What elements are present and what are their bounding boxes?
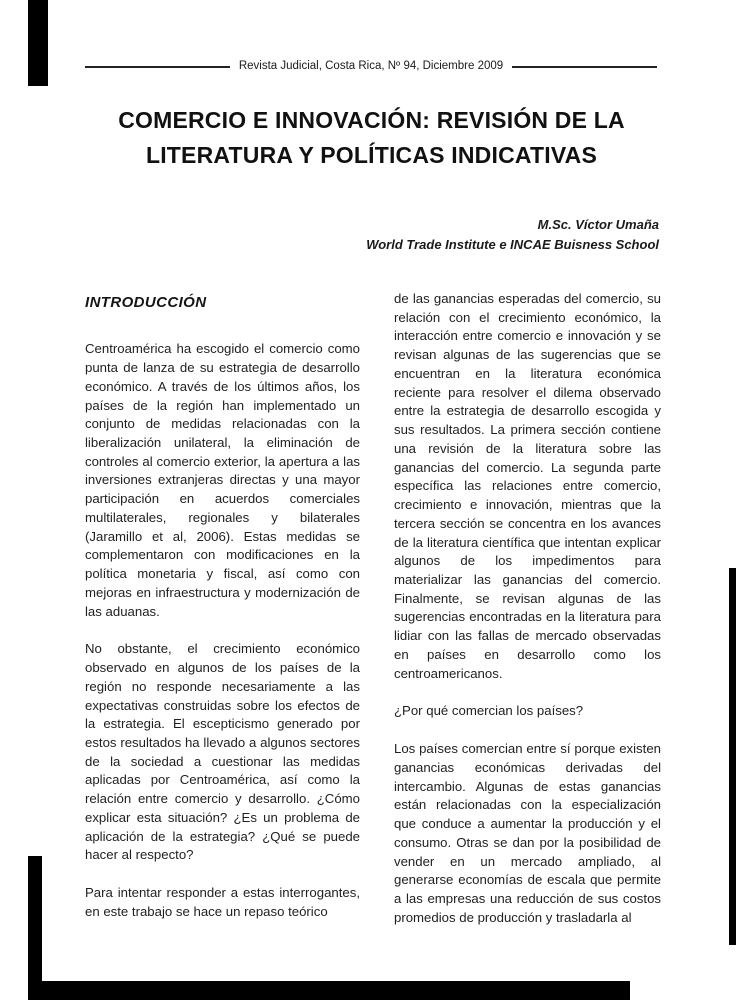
paragraph-right-1: de las ganancias esperadas del comercio, su relación con el crecimiento económico, la interacción entre comercio e innovación y se revisan algunas de las sugerencias que se encuentran en la literatura económica reciente para resolver el dilema observado entre la estrategia de desarrollo escogida y sus resultados. La primera sección contiene una revisión de la literatura sobre las ganancias del comercio. La segunda parte específica las relaciones entre comercio, crecimiento e innovación, mientras que la tercera sección se concentra en los avances de la literatura científica que intentan explicar algunos de los impedimentos para materializar las ganancias del comercio. Finalmente, se revisan algunas de las sugerencias encontradas en la literatura para lidiar con las fallas de mercado observadas en países en desarrollo como los centroamericanos. <box>394 291 661 681</box>
paragraph-left-2: No obstante, el crecimiento económico observado en algunos de los países de la región no responde necesariamente a las expectativas construidas sobre los efectos de la estrategia. El escepticismo generado por estos resultados ha llevado a algunos sectores de la sociedad a cuestionar las medidas aplicadas por Centroamérica, así como la relación entre comercio y desarrollo. ¿Cómo explicar esta situación? ¿Es un problema de aplicación de la estrategia? ¿Qué se puede hacer al respecto? <box>85 641 360 863</box>
paragraph-left-3: Para intentar responder a estas interrogantes, en este trabajo se hace un repaso teórico <box>85 885 360 919</box>
journal-header <box>85 60 657 72</box>
article-title: COMERCIO E INNOVACIÓN: REVISIÓN DE LA LITERATURA Y POLÍTICAS INDICATIVAS <box>118 107 625 168</box>
article-body <box>85 290 661 947</box>
right-column <box>394 290 661 947</box>
author-affiliation: World Trade Institute e INCAE Buisness School <box>366 236 659 252</box>
header-rule-right <box>512 66 657 68</box>
left-column <box>85 290 360 947</box>
scan-artifact-right-edge <box>729 568 736 945</box>
author-name: M.Sc. Víctor Umaña <box>537 217 659 232</box>
scan-artifact-top-left <box>28 0 48 86</box>
header-rule-left <box>85 66 230 68</box>
scan-artifact-bottom-bar <box>40 981 630 1000</box>
section-heading-introduction: INTRODUCCIÓN <box>85 294 207 311</box>
paragraph-left-1: Centroamérica ha escogido el comercio como punta de lanza de su estrategia de desarrollo económico. A través de los últimos años, los países de la región han implementado un conjunto de medidas relacionadas con la liberalización unilateral, la eliminación de controles al comercio exterior, la apertura a las inversiones extranjeras directas y una mayor participación en acuerdos comerciales multilaterales, regionales y bilaterales (Jaramillo et al, 2006). Estas medidas se complementaron con modificaciones en la política monetaria y fiscal, así como con mejoras en infraestructura y modernización de las aduanas. <box>85 341 360 619</box>
byline <box>366 215 659 254</box>
subheading-question: ¿Por qué comercian los países? <box>394 703 584 719</box>
journal-header-text: Revista Judicial, Costa Rica, Nº 94, Diciembre 2009 <box>238 60 504 72</box>
scan-artifact-bottom-left <box>28 856 42 1000</box>
paragraph-right-2: Los países comercian entre sí porque existen ganancias económicas derivadas del intercambio. Algunas de estas ganancias están relacionadas con la especialización que conduce a aumentar la producción y el consumo. Otras se dan por la posibilidad de vender en un mercado ampliado, al generarse economías de escala que permite a las empresas una reducción de sus costos promedios de producción y trasladarla al <box>394 741 661 925</box>
